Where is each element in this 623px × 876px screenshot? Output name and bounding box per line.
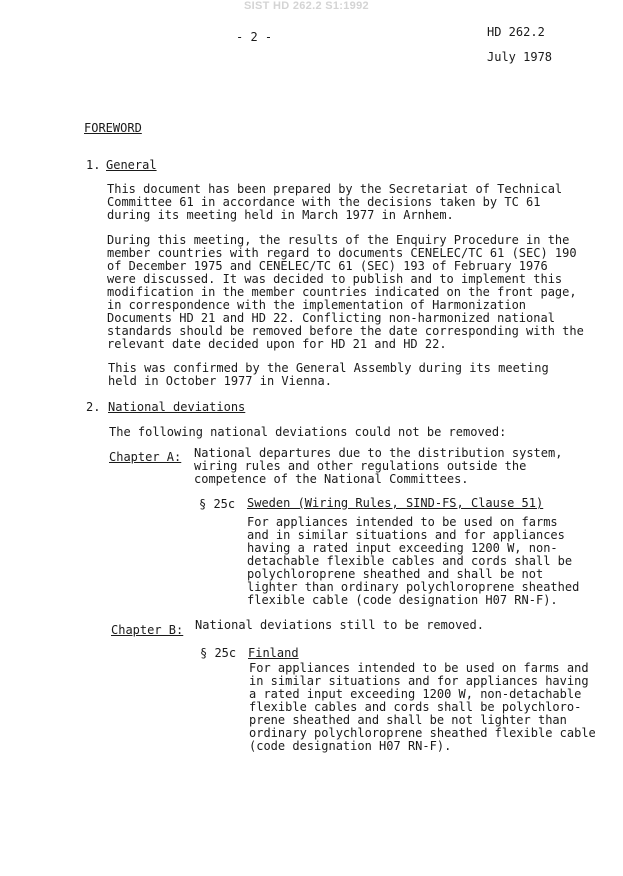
text-line: wiring rules and other regulations outside the (194, 459, 527, 473)
clause-number-sweden: § 25c (199, 497, 236, 511)
text-line: prene sheathed and shall be not lighter than (249, 713, 567, 727)
text-line: During this meeting, the results of the Enquiry Procedure in the (107, 233, 570, 247)
text-line: flexible cables and cords shall be polychloro- (249, 700, 582, 714)
text-line: were discussed. It was decided to publish and to implement this (107, 272, 563, 286)
clause-title-sweden: Sweden (Wiring Rules, SIND-FS, Clause 51) (247, 496, 544, 510)
general-paragraph-3 (108, 362, 549, 388)
clause-text-finland (249, 662, 596, 753)
section-number: 1. (86, 158, 101, 172)
document-id: HD 262.2 (487, 25, 545, 39)
clause-title-finland: Finland (248, 646, 299, 660)
text-line: competence of the National Committees. (194, 472, 469, 486)
text-line: standards should be removed before the date corresponding with the (107, 324, 584, 338)
text-line: detachable flexible cables and cords shall be (247, 554, 573, 568)
text-line: in similar situations and for appliances having (249, 674, 589, 688)
chapter-b-label: Chapter B: (111, 623, 184, 637)
chapter-b-text: National deviations still to be removed. (195, 618, 484, 632)
text-line: This document has been prepared by the Secretariat of Technical (107, 182, 563, 196)
general-paragraph-2 (107, 234, 584, 351)
text-line: of December 1975 and CENELEC/TC 61 (SEC) 193 of February 1976 (107, 259, 548, 273)
section-title-general: General (106, 158, 157, 172)
text-line: (code designation H07 RN-F). (249, 739, 452, 753)
section-number: 2. (86, 400, 101, 414)
deviations-intro: The following national deviations could not be removed: (109, 425, 507, 439)
document-date: July 1978 (487, 50, 553, 64)
text-line: polychloroprene sheathed and shall be not (247, 567, 544, 581)
text-line: flexible cable (code designation H07 RN-F). (247, 593, 558, 607)
chapter-a-text (194, 447, 562, 486)
chapter-a-label: Chapter A: (109, 450, 182, 464)
general-paragraph-1 (107, 183, 562, 222)
text-line: a rated input exceeding 1200 W, non-detachable (249, 687, 582, 701)
text-line: and in similar situations and for appliances (247, 528, 565, 542)
text-line: relevant date decided upon for HD 21 and HD 22. (107, 337, 447, 351)
text-line: ordinary polychloroprene sheathed flexible cable (249, 726, 596, 740)
section-title-national-deviations: National deviations (108, 400, 246, 414)
text-line: National departures due to the distribution system, (194, 446, 563, 460)
watermark: SIST HD 262.2 S1:1992 (244, 0, 369, 12)
text-line: This was confirmed by the General Assembly during its meeting (108, 361, 549, 375)
clause-text-sweden (247, 516, 579, 607)
page-number: - 2 - (236, 30, 273, 44)
text-line: For appliances intended to be used on farms (247, 515, 558, 529)
text-line: in correspondence with the implementation of Harmonization (107, 298, 527, 312)
foreword-heading: FOREWORD (84, 121, 142, 135)
text-line: held in October 1977 in Vienna. (108, 374, 332, 388)
text-line: Documents HD 21 and HD 22. Conflicting non-harmonized national (107, 311, 555, 325)
text-line: modification in the member countries indicated on the front page, (107, 285, 577, 299)
text-line: having a rated input exceeding 1200 W, non- (247, 541, 558, 555)
clause-number-finland: § 25c (200, 646, 237, 660)
text-line: during its meeting held in March 1977 in Arnhem. (107, 208, 454, 222)
text-line: member countries with regard to documents CENELEC/TC 61 (SEC) 190 (107, 246, 577, 260)
text-line: For appliances intended to be used on farms and (249, 661, 589, 675)
text-line: lighter than ordinary polychloroprene sheathed (247, 580, 580, 594)
text-line: Committee 61 in accordance with the decisions taken by TC 61 (107, 195, 541, 209)
